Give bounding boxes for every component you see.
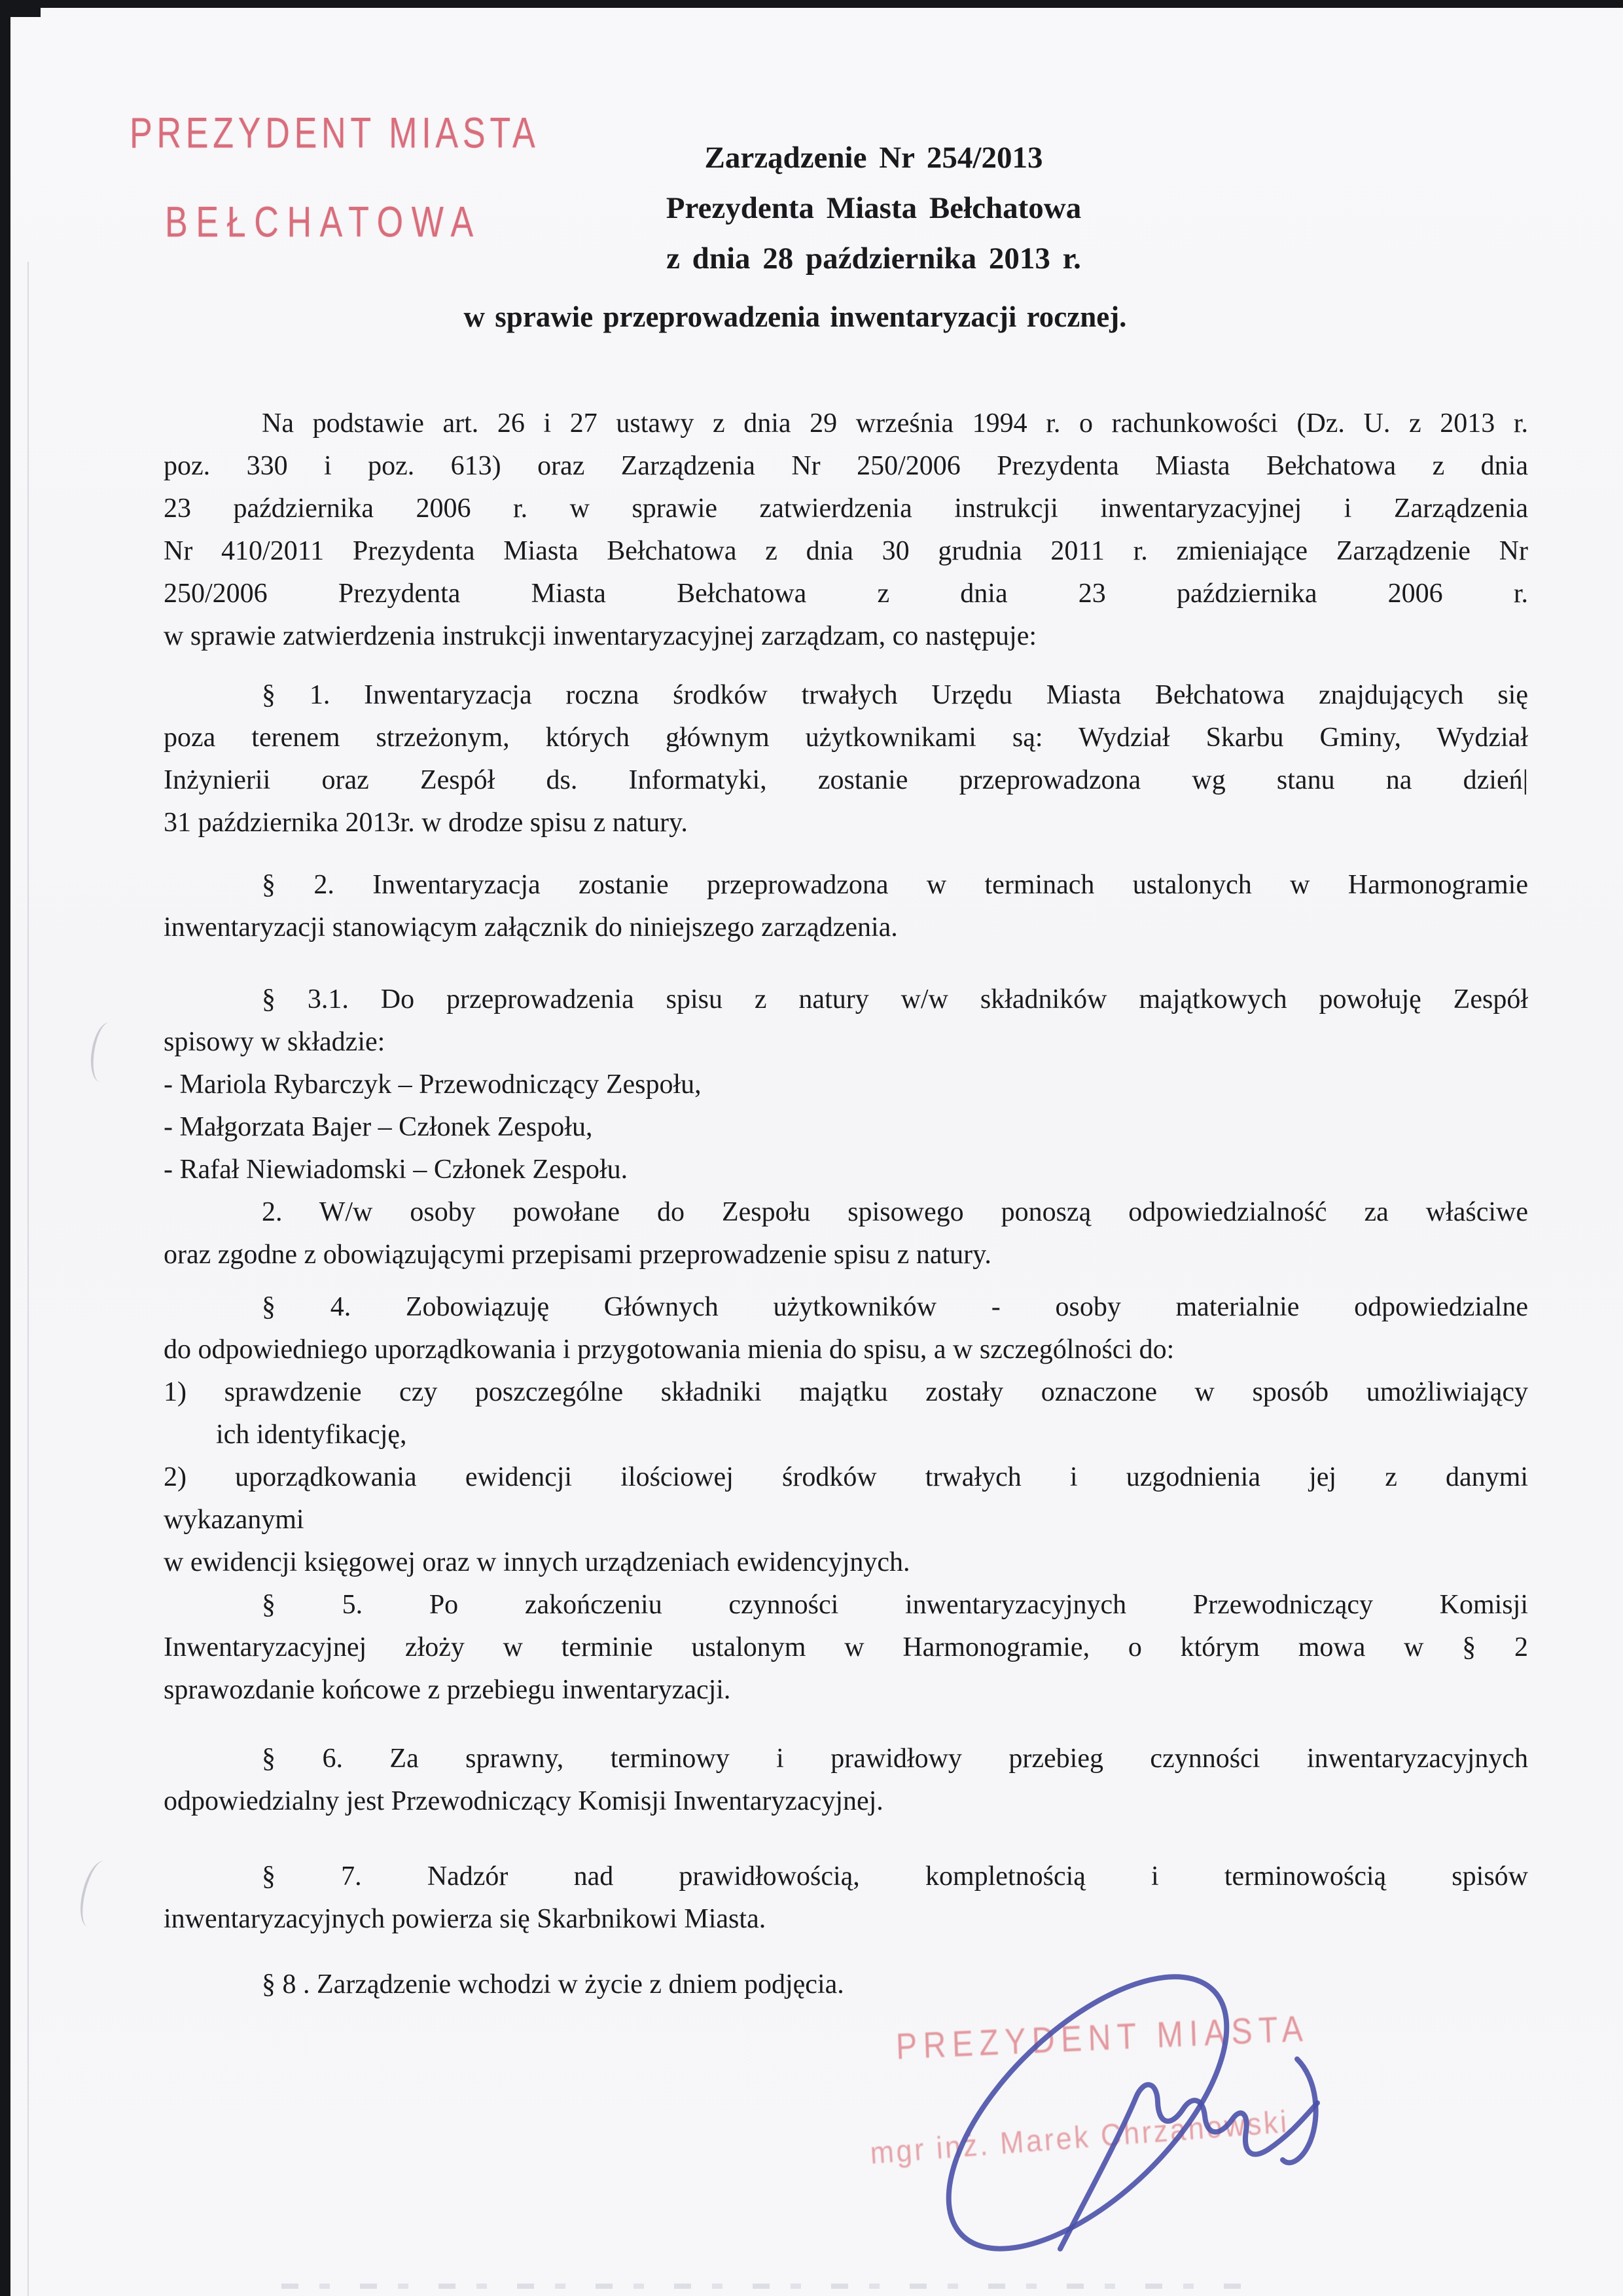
document-title (540, 133, 1207, 284)
signature-stamp-title: PREZYDENT MIASTA (895, 2007, 1310, 2067)
paragraph-3 (164, 978, 1528, 1276)
text-line: Inwentaryzacyjnej złoży w terminie ustalonym w Harmonogramie, o którym mowa w § 2 (164, 1632, 1528, 1662)
office-stamp-line-1: PREZYDENT MIASTA (130, 109, 540, 158)
list-item-2: 2) uporządkowania ewidencji ilościowej środków trwałych i uzgodnienia jej z danymi (164, 1462, 1528, 1492)
text-line: 23 października 2006 r. w sprawie zatwierdzenia instrukcji inwentaryzacyjnej i Zarządzenia (164, 493, 1528, 524)
text-line: § 5. Po zakończeniu czynności inwentaryzacyjnych Przewodniczący Komisji (262, 1590, 1528, 1620)
text-line: § 4. Zobowiązuję Głównych użytkowników - osoby materialnie odpowiedzialne (262, 1292, 1528, 1322)
text-line: w sprawie zatwierdzenia instrukcji inwentaryzacyjnej zarządzam, co następuje: (164, 621, 1037, 651)
paragraph-6 (164, 1738, 1528, 1823)
title-line-date: z dnia 28 października 2013 r. (666, 242, 1081, 276)
text-line: do odpowiedniego uporządkowania i przygotowania mienia do spisu, a w szczególności do: (164, 1335, 1175, 1365)
paragraph-5 (164, 1584, 1528, 1712)
text-line: 31 października 2013r. w drodze spisu z natury. (164, 808, 688, 838)
paragraph-2 (164, 864, 1528, 949)
scan-artifact-arc (75, 1857, 118, 1930)
text-line: wykazanymi (164, 1505, 304, 1535)
text-line: § 3.1. Do przeprowadzenia spisu z natury w/w składników majątkowych powołuję Zespół (262, 984, 1528, 1014)
paragraph-1 (164, 674, 1528, 844)
scan-border-top (0, 0, 1623, 8)
signature-scribble (857, 1964, 1381, 2271)
text-line: § 8 . Zarządzenie wchodzi w życie z dniem podjęcia. (262, 1969, 844, 2000)
text-line: ich identyfikację, (216, 1420, 407, 1450)
text-line: 250/2006 Prezydenta Miasta Bełchatowa z dnia 23 października 2006 r. (164, 579, 1528, 609)
text-line: sprawozdanie końcowe z przebiegu inwentaryzacji. (164, 1675, 731, 1705)
text-line: § 2. Inwentaryzacja zostanie przeprowadzona w terminach ustalonych w Harmonogramie (262, 870, 1528, 900)
text-line: poza terenem strzeżonym, których głównym użytkownikami są: Wydział Skarbu Gminy, Wydział (164, 723, 1528, 753)
scan-border-left (0, 0, 10, 2296)
text-line: Nr 410/2011 Prezydenta Miasta Bełchatowa z dnia 30 grudnia 2011 r. zmieniające Zarządzenie Nr (164, 536, 1528, 566)
text-line: oraz zgodne z obowiązującymi przepisami przeprowadzenie spisu z natury. (164, 1240, 991, 1270)
list-item-member: - Rafał Niewiadomski – Członek Zespołu. (164, 1155, 628, 1185)
text-line: Inżynierii oraz Zespół ds. Informatyki, zostanie przeprowadzona wg stanu na dzień| (164, 765, 1528, 795)
paragraph-4 (164, 1286, 1528, 1584)
text-line: Na podstawie art. 26 i 27 ustawy z dnia 29 września 1994 r. o rachunkowości (Dz. U. z 2013 r. (262, 408, 1528, 439)
text-line: inwentaryzacji stanowiącym załącznik do niniejszego zarządzenia. (164, 912, 898, 942)
text-line: 2. W/w osoby powołane do Zespołu spisowego ponoszą odpowiedzialność za właściwe (262, 1197, 1528, 1227)
paragraph-intro (164, 403, 1528, 658)
text-line: spisowy w składzie: (164, 1027, 385, 1057)
text-line: § 1. Inwentaryzacja roczna środków trwałych Urzędu Miasta Bełchatowa znajdujących się (262, 680, 1528, 710)
bottom-scan-artifact (281, 2284, 1243, 2289)
title-line-number: Zarządzenie Nr 254/2013 (704, 141, 1043, 175)
text-line: odpowiedzialny jest Przewodniczący Komisji Inwentaryzacyjnej. (164, 1786, 883, 1816)
list-item-member: - Małgorzata Bajer – Członek Zespołu, (164, 1112, 593, 1142)
text-line: poz. 330 i poz. 613) oraz Zarządzenia Nr 250/2006 Prezydenta Miasta Bełchatowa z dnia (164, 451, 1528, 481)
scan-artifact-arc (87, 1020, 122, 1084)
text-line: w ewidencji księgowej oraz w innych urządzeniach ewidencyjnych. (164, 1547, 910, 1577)
scan-border-corner (0, 0, 41, 17)
text-line: § 7. Nadzór nad prawidłowością, kompletnością i terminowością spisów (262, 1861, 1528, 1892)
title-line-issuer: Prezydenta Miasta Bełchatowa (666, 191, 1082, 225)
list-item-member: - Mariola Rybarczyk – Przewodniczący Zespołu, (164, 1069, 702, 1100)
list-item-1: 1) sprawdzenie czy poszczególne składniki majątku zostały oznaczone w sposób umożliwiający (164, 1377, 1528, 1407)
text-line: inwentaryzacyjnych powierza się Skarbnikowi Miasta. (164, 1904, 766, 1934)
office-stamp-line-2: BEŁCHATOWA (165, 198, 482, 247)
document-subject: w sprawie przeprowadzenia inwentaryzacji rocznej. (463, 300, 1127, 333)
signature-stamp-name: mgr inż. Marek Chrzanowski (869, 2104, 1291, 2170)
text-line: § 6. Za sprawny, terminowy i prawidłowy przebieg czynności inwentaryzacyjnych (262, 1744, 1528, 1774)
document-body (164, 403, 1528, 2006)
paper-edge-line (27, 262, 29, 2296)
paragraph-7 (164, 1856, 1528, 1941)
